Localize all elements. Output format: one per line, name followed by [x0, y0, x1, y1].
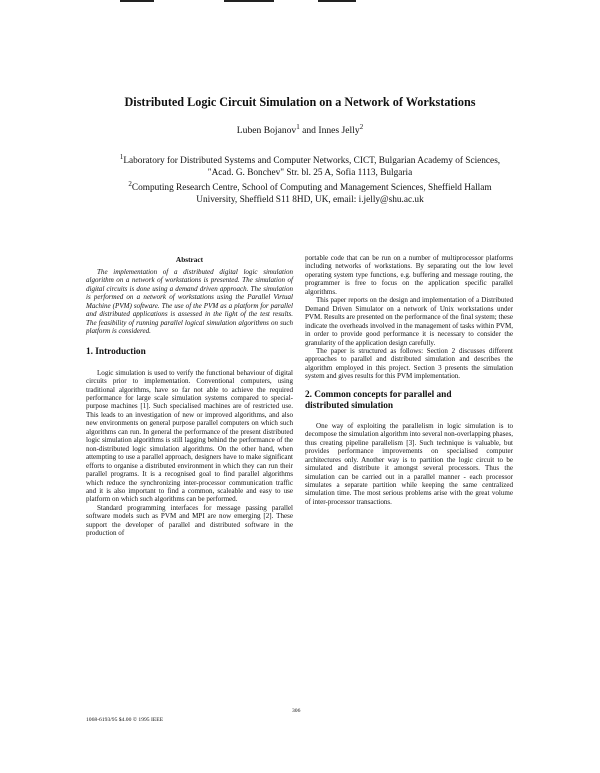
left-column	[86, 268, 293, 538]
author-1-sup: 1	[296, 123, 300, 131]
affiliation-1-line2: "Acad. G. Bonchev" Str. bl. 25 A, Sofia 1113, Bulgaria	[207, 168, 413, 179]
section-2-heading-line-1: 2. Common concepts for parallel and	[305, 389, 452, 400]
section-1-heading: 1. Introduction	[86, 346, 146, 357]
section-2-paragraph-1: One way of exploiting the parallelism in logic simulation is to decompose the simulation algorithm into several non-overlapping phases, thus creating pipeline parallelism [3]. Such technique is valuable, but provides performance improvements on specialised computer architectures only. Another way is to partition the logic circuit to be simulated and distribute it amongst several processors. Thus the simulation can be carried out in a parallel manner - each processor simulates a separate partition while keeping the same centralized simulation time. The most serious problems arise with the great volume of inter-processor transactions.	[305, 421, 513, 506]
intro-paragraph-2: Standard programming interfaces for message passing parallel software models such as PVM and MPI are now emerging [2]. These support the developer of parallel and distributed software in the production of	[86, 503, 293, 538]
paper-title: Distributed Logic Circuit Simulation on a Network of Workstations	[124, 95, 476, 109]
issn-line: 1068-6193/95 $4.00 © 1995 IEEE	[86, 717, 164, 723]
affiliation-1	[60, 151, 560, 179]
author-1: Luben Bojanov	[236, 125, 297, 137]
abstract-heading: Abstract	[175, 255, 204, 264]
affiliation-2-line2: University, Sheffield S11 8HD, UK, email: i.jelly@shu.ac.uk	[196, 195, 424, 206]
top-rule-center	[224, 0, 274, 2]
intro-paragraph-1: Logic simulation is used to verify the functional behaviour of digital circuits prior to implementation. Conventional computers, using traditional algorithms, have so far not able to achieve the required performance for large scale simulation systems compared to special-purpose machines [1]. Such specialised machines are of restricted use. This leads to an investigation of new or improved algorithms, and also new environments on general purpose parallel computers on which such algorithms can run. In general the performance of the present distributed logic simulation algorithms is still lagging behind the performance of the non-distributed logic simulation algorithms. On the other hand, when attempting to use a parallel approach, designers have to make significant efforts to organise a distributed environment in which they can run their parallel programs. It is a recognised goal to find parallel algorithms which reduce the synchronizing inter-processor communication traffic and it is also important to find a common, scaleable and easy to use platform on which such algorithms can be performed.	[86, 368, 293, 504]
abstract-text: The implementation of a distributed digital logic simulation algorithm on a network of workstations is presented. The simulation of digital circuits is done using a demand driven approach. The simulation is performed on a network of workstations using the Parallel Virtual Machine (PVM) software. The use of the PVM as a platform for parallel and distributed applications is assessed in the light of the test results. The feasibility of running parallel logical simulation algorithms on such platform is considered.	[86, 268, 293, 336]
author-2-sup: 2	[359, 123, 364, 131]
affiliation-2	[60, 178, 560, 206]
author-line	[0, 123, 600, 136]
section-2-heading-line-2: distributed simulation	[305, 400, 394, 411]
affiliation-2-sup: 2	[128, 180, 132, 188]
author-joiner: and	[299, 125, 319, 137]
affiliation-2-line1: Computing Research Centre, School of Computing and Management Sciences, Sheffield Hallam	[131, 183, 492, 194]
affiliation-1-sup: 1	[119, 153, 124, 161]
page-number: 306	[292, 708, 301, 714]
author-2: Innes Jelly	[318, 125, 360, 137]
top-rule-left	[120, 0, 154, 2]
right-paragraph-2: This paper reports on the design and implementation of a Distributed Demand Driven Simulator on a network of Unix workstations under PVM. Results are presented on the performance of the final system; these indicate the overheads involved in the management of tasks within PVM, in order to provide good performance it is necessary to consider the granularity of the application design carefully.	[305, 296, 513, 347]
right-paragraph-1: portable code that can be run on a number of multiprocessor platforms including networks of workstations. By separating out the low level operating system type functions, e.g. buffering and message routing, the programmer is free to focus on the application specific parallel algorithms.	[305, 254, 513, 296]
top-rule-right	[318, 0, 356, 2]
affiliation-1-line1: Laboratory for Distributed Systems and Computer Networks, CICT, Bulgarian Academy of Sciences,	[123, 156, 501, 167]
right-paragraph-3: The paper is structured as follows: Section 2 discusses different approaches to parallel and distributed simulation and describes the algorithm employed in this project. Section 3 presents the simulation system and gives results for this PVM implementation.	[305, 346, 513, 381]
right-column	[305, 254, 513, 506]
